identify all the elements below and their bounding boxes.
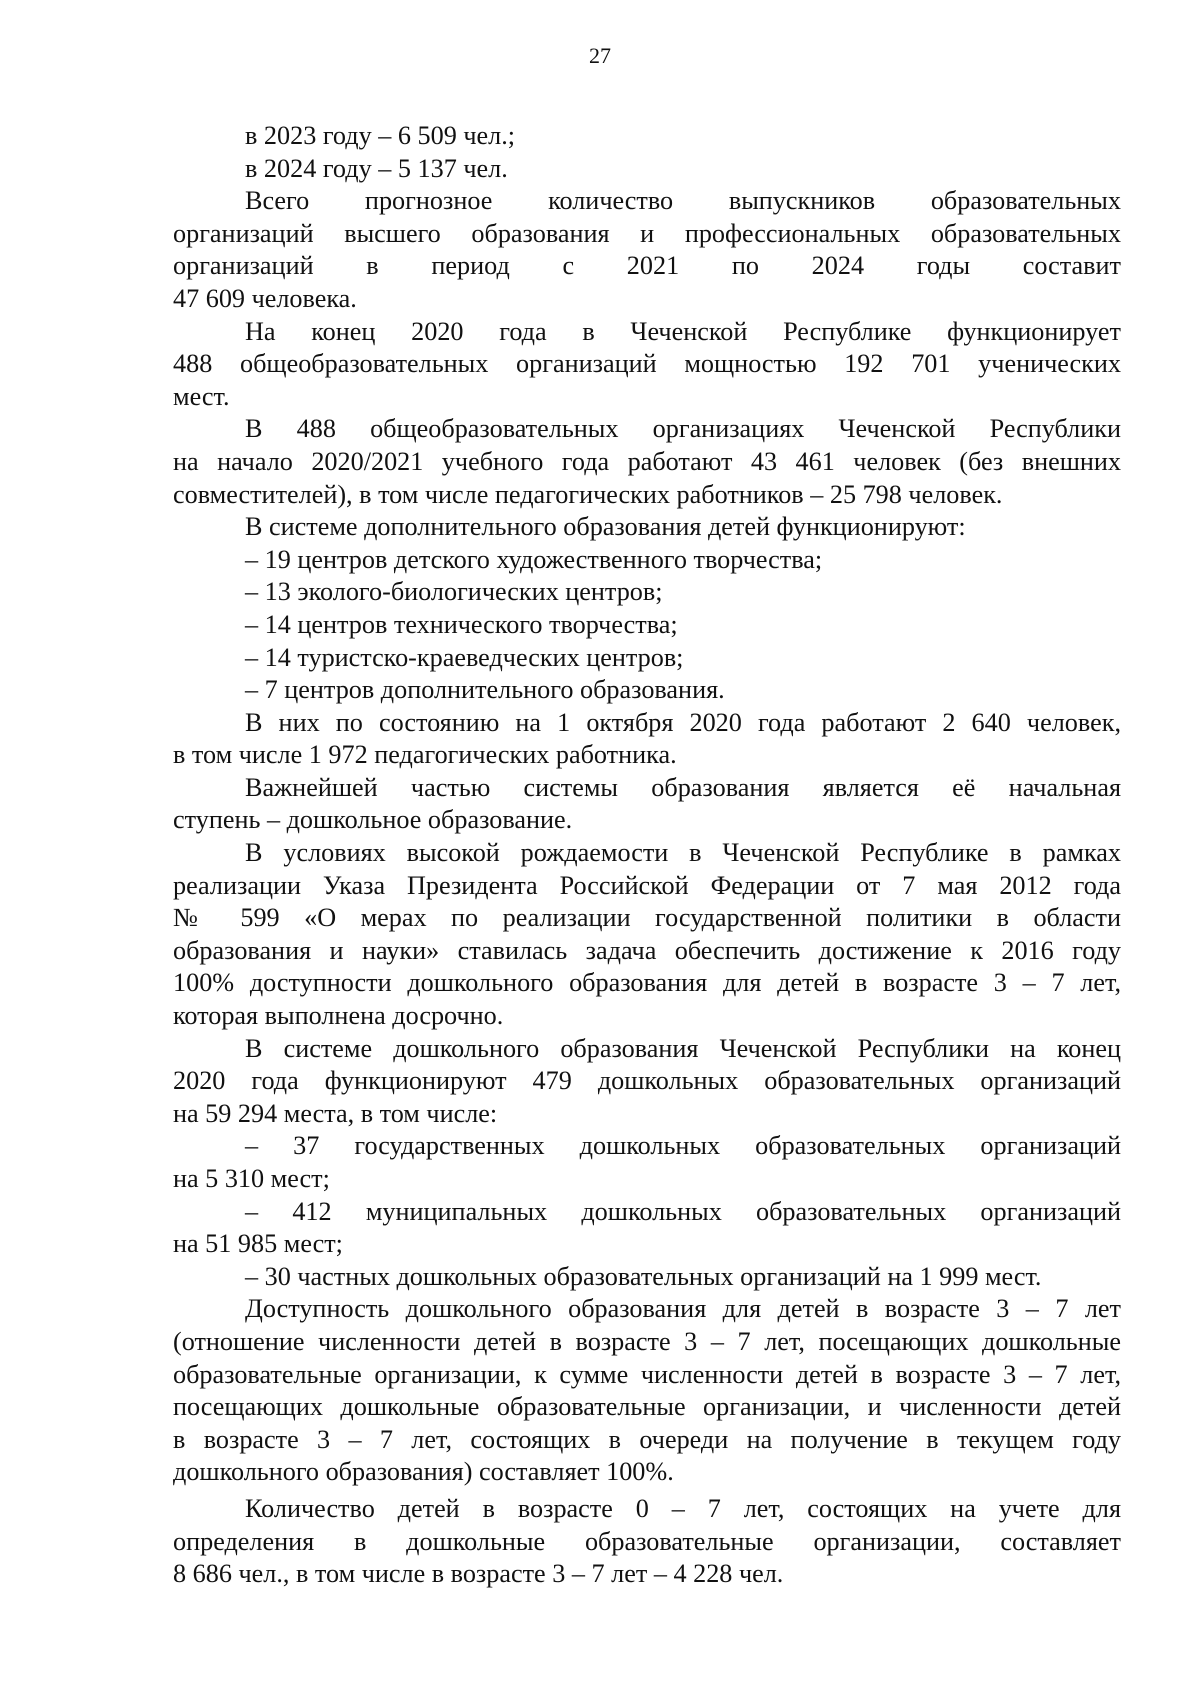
- document-body: [173, 120, 1121, 1591]
- text-line: Доступность дошкольного образования для детей в возрасте 3 – 7 лет: [245, 1294, 1121, 1324]
- text-line: В системе дошкольного образования Чеченской Республики на конец: [245, 1033, 1121, 1063]
- text-line: ступень – дошкольное образование.: [173, 805, 573, 835]
- text-line: № 599 «О мерах по реализации государственной политики в области: [173, 903, 1121, 933]
- text-line: на 5 310 мест;: [173, 1164, 330, 1193]
- page-number: 27: [589, 43, 611, 68]
- text-line: – 13 эколого-биологических центров;: [245, 577, 663, 607]
- text-line: – 37 государственных дошкольных образовательных организаций: [245, 1131, 1121, 1161]
- text-line: На конец 2020 года в Чеченской Республике функционирует: [245, 316, 1121, 346]
- text-line: организаций в период с 2021 по 2024 годы составит: [173, 251, 1121, 281]
- text-line: организаций высшего образования и профессиональных образовательных: [173, 218, 1121, 248]
- text-line: на 51 985 мест;: [173, 1229, 343, 1259]
- text-line: в возрасте 3 – 7 лет, состоящих в очереди на получение в текущем году: [173, 1424, 1121, 1454]
- text-line: на 59 294 места, в том числе:: [173, 1098, 498, 1128]
- text-line: – 14 туристско-краеведческих центров;: [245, 642, 684, 672]
- text-line: посещающих дошкольные образовательные организации, и численности детей: [173, 1392, 1121, 1422]
- text-line: 488 общеобразовательных организаций мощностью 192 701 ученических: [173, 349, 1121, 379]
- text-line: – 30 частных дошкольных образовательных организаций на 1 999 мест.: [245, 1261, 1042, 1291]
- text-line: на начало 2020/2021 учебного года работают 43 461 человек (без внешних: [173, 446, 1121, 476]
- text-line: В системе дополнительного образования детей функционируют:: [245, 512, 966, 542]
- text-line: В 488 общеобразовательных организациях Чеченской Республики: [245, 414, 1121, 444]
- text-line: определения в дошкольные образовательные организации, составляет: [173, 1526, 1121, 1556]
- text-line: в 2023 году – 6 509 чел.;: [245, 121, 516, 150]
- text-line: совместителей), в том числе педагогических работников – 25 798 человек.: [173, 479, 1003, 509]
- text-line: в 2024 году – 5 137 чел.: [245, 153, 508, 183]
- text-line: Количество детей в возрасте 0 – 7 лет, состоящих на учете для: [245, 1493, 1121, 1523]
- text-line: Важнейшей частью системы образования является её начальная: [245, 772, 1121, 802]
- text-line: Всего прогнозное количество выпускников образовательных: [245, 186, 1121, 216]
- text-line: 47 609 человека.: [173, 283, 357, 313]
- text-line: образования и науки» ставилась задача обеспечить достижение к 2016 году: [173, 935, 1121, 965]
- text-line: 2020 года функционируют 479 дошкольных образовательных организаций: [173, 1066, 1121, 1096]
- text-line: (отношение численности детей в возрасте 3 – 7 лет, посещающих дошкольные: [173, 1326, 1121, 1356]
- text-line: дошкольного образования) составляет 100%.: [173, 1457, 674, 1487]
- text-line: мест.: [173, 381, 230, 411]
- text-line: – 14 центров технического творчества;: [245, 609, 678, 639]
- text-line: В условиях высокой рождаемости в Чеченской Республике в рамках: [245, 838, 1121, 868]
- text-line: 8 686 чел., в том числе в возрасте 3 – 7 лет – 4 228 чел.: [173, 1559, 784, 1589]
- text-line: 100% доступности дошкольного образования для детей в возрасте 3 – 7 лет,: [173, 968, 1121, 998]
- text-line: – 412 муниципальных дошкольных образовательных организаций: [245, 1196, 1121, 1226]
- text-line: – 19 центров детского художественного творчества;: [245, 544, 823, 574]
- text-line: – 7 центров дополнительного образования.: [245, 675, 725, 705]
- text-line: которая выполнена досрочно.: [173, 1001, 504, 1031]
- text-line: образовательные организации, к сумме численности детей в возрасте 3 – 7 лет,: [173, 1359, 1121, 1389]
- text-line: реализации Указа Президента Российской Федерации от 7 мая 2012 года: [173, 870, 1121, 900]
- text-line: В них по состоянию на 1 октября 2020 года работают 2 640 человек,: [245, 707, 1121, 737]
- text-line: в том числе 1 972 педагогических работника.: [173, 740, 677, 770]
